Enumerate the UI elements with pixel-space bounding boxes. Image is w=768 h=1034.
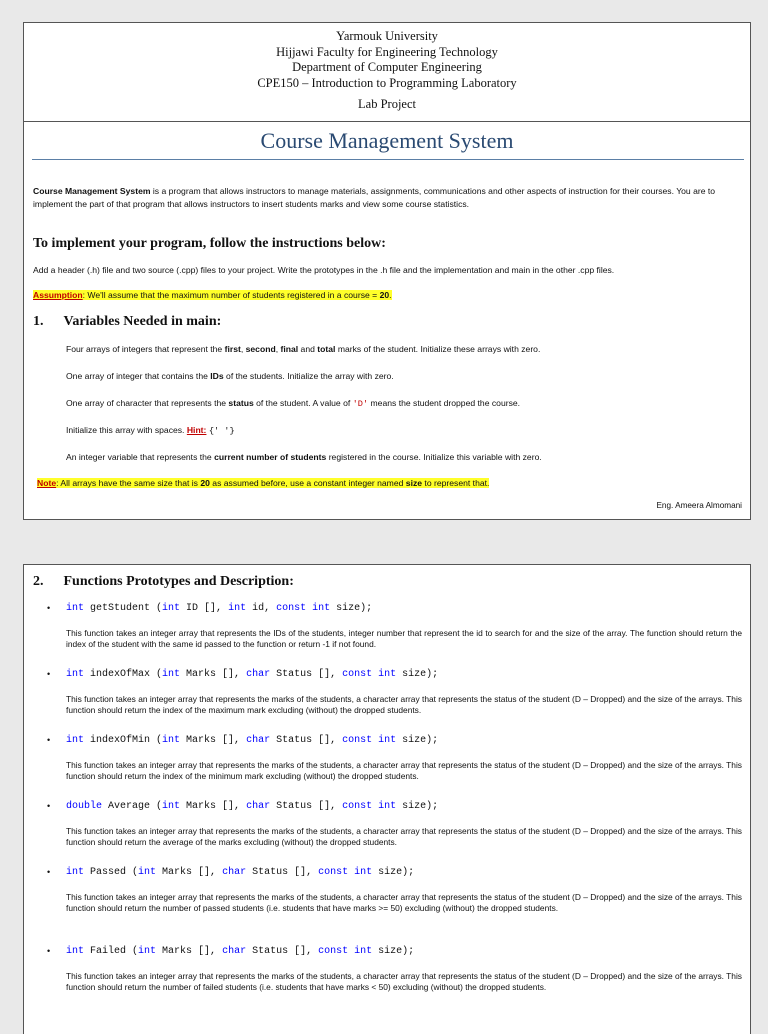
note-line <box>37 477 742 490</box>
note-bold-size: size <box>405 478 423 488</box>
return-type: int <box>66 735 85 746</box>
function-prototype <box>66 669 438 680</box>
param-3: size); <box>396 669 439 680</box>
variables-paragraph-2 <box>66 370 742 383</box>
assumption-end: . <box>389 290 392 300</box>
function-prototype <box>66 867 414 878</box>
param-1-type: int <box>162 735 181 746</box>
section-1-title: Variables Needed in main: <box>63 314 222 329</box>
header-divider <box>24 121 750 122</box>
function-prototype <box>66 801 438 812</box>
param-1: ID [], <box>180 603 229 614</box>
param-1: Marks [], <box>180 735 247 746</box>
function-prototype <box>66 735 438 746</box>
param-2-type: char <box>246 735 271 746</box>
return-type: double <box>66 801 103 812</box>
param-3-type: const int <box>342 735 397 746</box>
p5-text-a: An integer variable that represents the <box>66 452 215 462</box>
variables-paragraph-1 <box>66 343 742 356</box>
param-3: size); <box>396 735 439 746</box>
p1-bold-final: final <box>280 344 299 354</box>
bullet-icon: • <box>47 669 51 679</box>
variables-paragraph-5 <box>66 451 742 464</box>
note-text-c: as assumed before, use a constant integer named <box>209 478 406 488</box>
function-description: This function takes an integer array that represents the marks of the students, a character array that represents the status of the student (D – Dropped) and the size of the arrays. This function should return the number of passed students (i.e. students that have marks >= 50) excluding (without) the dropped students. <box>66 892 742 914</box>
function-description: This function takes an integer array that represents the marks of the students, a character array that represents the status of the student (D – Dropped) and the size of the arrays. This function should return the number of failed students (i.e. students that have marks < 50) excluding (without) the dropped students. <box>66 971 742 993</box>
param-2-type: char <box>222 946 247 957</box>
function-name: Passed ( <box>84 867 139 878</box>
function-name: Average ( <box>102 801 163 812</box>
hint-label: Hint: <box>186 425 207 435</box>
function-prototype <box>66 603 372 614</box>
intro-paragraph <box>33 185 742 210</box>
p3-text-d: means the student dropped the course. <box>368 398 521 408</box>
p1-bold-second: second <box>245 344 276 354</box>
function-name: indexOfMin ( <box>84 735 163 746</box>
param-2: Status [], <box>246 867 319 878</box>
p1-bold-total: total <box>317 344 336 354</box>
param-3-type: const int <box>342 669 397 680</box>
function-name: getStudent ( <box>84 603 163 614</box>
p2-text-a: One array of integer that contains the <box>66 371 211 381</box>
param-2-type: char <box>246 669 271 680</box>
faculty-name: Hijjawi Faculty for Engineering Technology <box>276 44 498 59</box>
function-prototype <box>66 946 414 957</box>
function-description: This function takes an integer array that represents the marks of the students, a character array that represents the status of the student (D – Dropped) and the size of the arrays. This function should return the average of the marks excluding (without) the dropped students. <box>66 826 742 848</box>
param-1-type: int <box>162 603 181 614</box>
param-1-type: int <box>138 867 157 878</box>
document-page-2 <box>23 564 751 1034</box>
section-1-number: 1. <box>33 314 44 329</box>
bullet-icon: • <box>47 603 51 613</box>
param-2: Status [], <box>246 946 319 957</box>
function-description: This function takes an integer array that represents the marks of the students, a character array that represents the status of the student (D – Dropped) and the size of the arrays. This function should return the index of the minimum mark excluding (without) the dropped students. <box>66 760 742 782</box>
param-3: size); <box>372 867 415 878</box>
note-bold-20: 20 <box>200 478 210 488</box>
p2-text-c: of the students. Initialize the array with zero. <box>223 371 394 381</box>
p1-text-f: marks of the student. Initialize these arrays with zero. <box>335 344 541 354</box>
param-2-type: char <box>246 801 271 812</box>
department-name: Department of Computer Engineering <box>292 60 482 74</box>
variables-paragraph-3 <box>66 397 742 411</box>
function-description: This function takes an integer array that represents the marks of the students, a character array that represents the status of the student (D – Dropped) and the size of the arrays. This function should return the index of the maximum mark excluding (without) the dropped students. <box>66 694 742 716</box>
hint-code: {' '} <box>208 426 235 436</box>
param-2-type: char <box>222 867 247 878</box>
page-title: Course Management System <box>260 128 514 153</box>
course-name: CPE150 – Introduction to Programming Laboratory <box>257 75 517 90</box>
param-3-type: const int <box>342 801 397 812</box>
param-3-type: const int <box>276 603 331 614</box>
param-1: Marks [], <box>156 946 223 957</box>
return-type: int <box>66 867 85 878</box>
p1-text-c: , <box>240 344 246 354</box>
param-1: Marks [], <box>180 669 247 680</box>
param-1-type: int <box>138 946 157 957</box>
param-2: Status [], <box>270 669 343 680</box>
title-underline <box>32 159 744 160</box>
p4-text-a: Initialize this array with spaces. <box>66 425 187 435</box>
param-2-type: int <box>228 603 247 614</box>
note-text-d: to represent that. <box>422 478 490 488</box>
author-signature: Eng. Ameera Almomani <box>656 501 742 510</box>
section-2-title: Functions Prototypes and Description: <box>63 574 294 589</box>
p3-bold-status: status <box>228 398 254 408</box>
instructions-heading: To implement your program, follow the instructions below: <box>33 236 386 251</box>
param-3: size); <box>330 603 373 614</box>
param-1: Marks [], <box>180 801 247 812</box>
param-3-type: const int <box>318 946 373 957</box>
section-2-number: 2. <box>33 574 44 589</box>
bullet-icon: • <box>47 801 51 811</box>
assumption-value: 20 <box>379 290 390 300</box>
param-1-type: int <box>162 801 181 812</box>
p1-text-a: Four arrays of integers that represent the <box>66 344 225 354</box>
param-1-type: int <box>162 669 181 680</box>
p3-code-d: 'D' <box>352 399 369 409</box>
param-2: id, <box>246 603 277 614</box>
param-2: Status [], <box>270 801 343 812</box>
assumption-label: Assumption <box>33 290 83 300</box>
param-1: Marks [], <box>156 867 223 878</box>
return-type: int <box>66 603 85 614</box>
document-page-1 <box>23 22 751 520</box>
bullet-icon: • <box>47 735 51 745</box>
return-type: int <box>66 669 85 680</box>
p1-text-e: and <box>298 344 318 354</box>
section-1-heading <box>33 314 221 330</box>
note-label: Note <box>37 478 57 488</box>
param-3: size); <box>372 946 415 957</box>
bullet-icon: • <box>47 946 51 956</box>
assumption-text: : We'll assume that the maximum number of students registered in a course = <box>82 290 380 300</box>
param-3: size); <box>396 801 439 812</box>
p5-text-c: registered in the course. Initialize this variable with zero. <box>326 452 542 462</box>
p3-text-c: of the student. A value of <box>253 398 353 408</box>
intro-bold: Course Management System <box>33 186 151 196</box>
p5-bold-current: current number of students <box>214 452 327 462</box>
return-type: int <box>66 946 85 957</box>
function-description: This function takes an integer array that represents the IDs of the students, integer number that represent the id to search for and the size of the array. The function should return the index of the student with the same id passed to the function or return -1 if not found. <box>66 628 742 650</box>
header-files-line: Add a header (.h) file and two source (.cpp) files to your project. Write the prototypes in the .h file and the implementation and main in the other .cpp files. <box>33 265 615 275</box>
function-name: Failed ( <box>84 946 139 957</box>
param-3-type: const int <box>318 867 373 878</box>
lab-label: Lab Project <box>358 97 416 111</box>
document-header <box>24 23 750 113</box>
p2-bold-ids: IDs <box>210 371 224 381</box>
p3-text-a: One array of character that represents the <box>66 398 229 408</box>
param-2: Status [], <box>270 735 343 746</box>
section-2-heading <box>33 574 294 590</box>
function-name: indexOfMax ( <box>84 669 163 680</box>
p1-text-d: , <box>275 344 281 354</box>
p1-bold-first: first <box>224 344 241 354</box>
bullet-icon: • <box>47 867 51 877</box>
university-name: Yarmouk University <box>336 29 438 43</box>
note-text-a: : All arrays have the same size that is <box>56 478 201 488</box>
assumption-line <box>33 289 742 302</box>
intro-text: is a program that allows instructors to manage materials, assignments, communications and other aspects of instruction for their courses. You are to implement the part of that program that allows instructors to insert students marks and view some course statistics. <box>33 186 716 209</box>
variables-paragraph-4 <box>66 424 742 438</box>
